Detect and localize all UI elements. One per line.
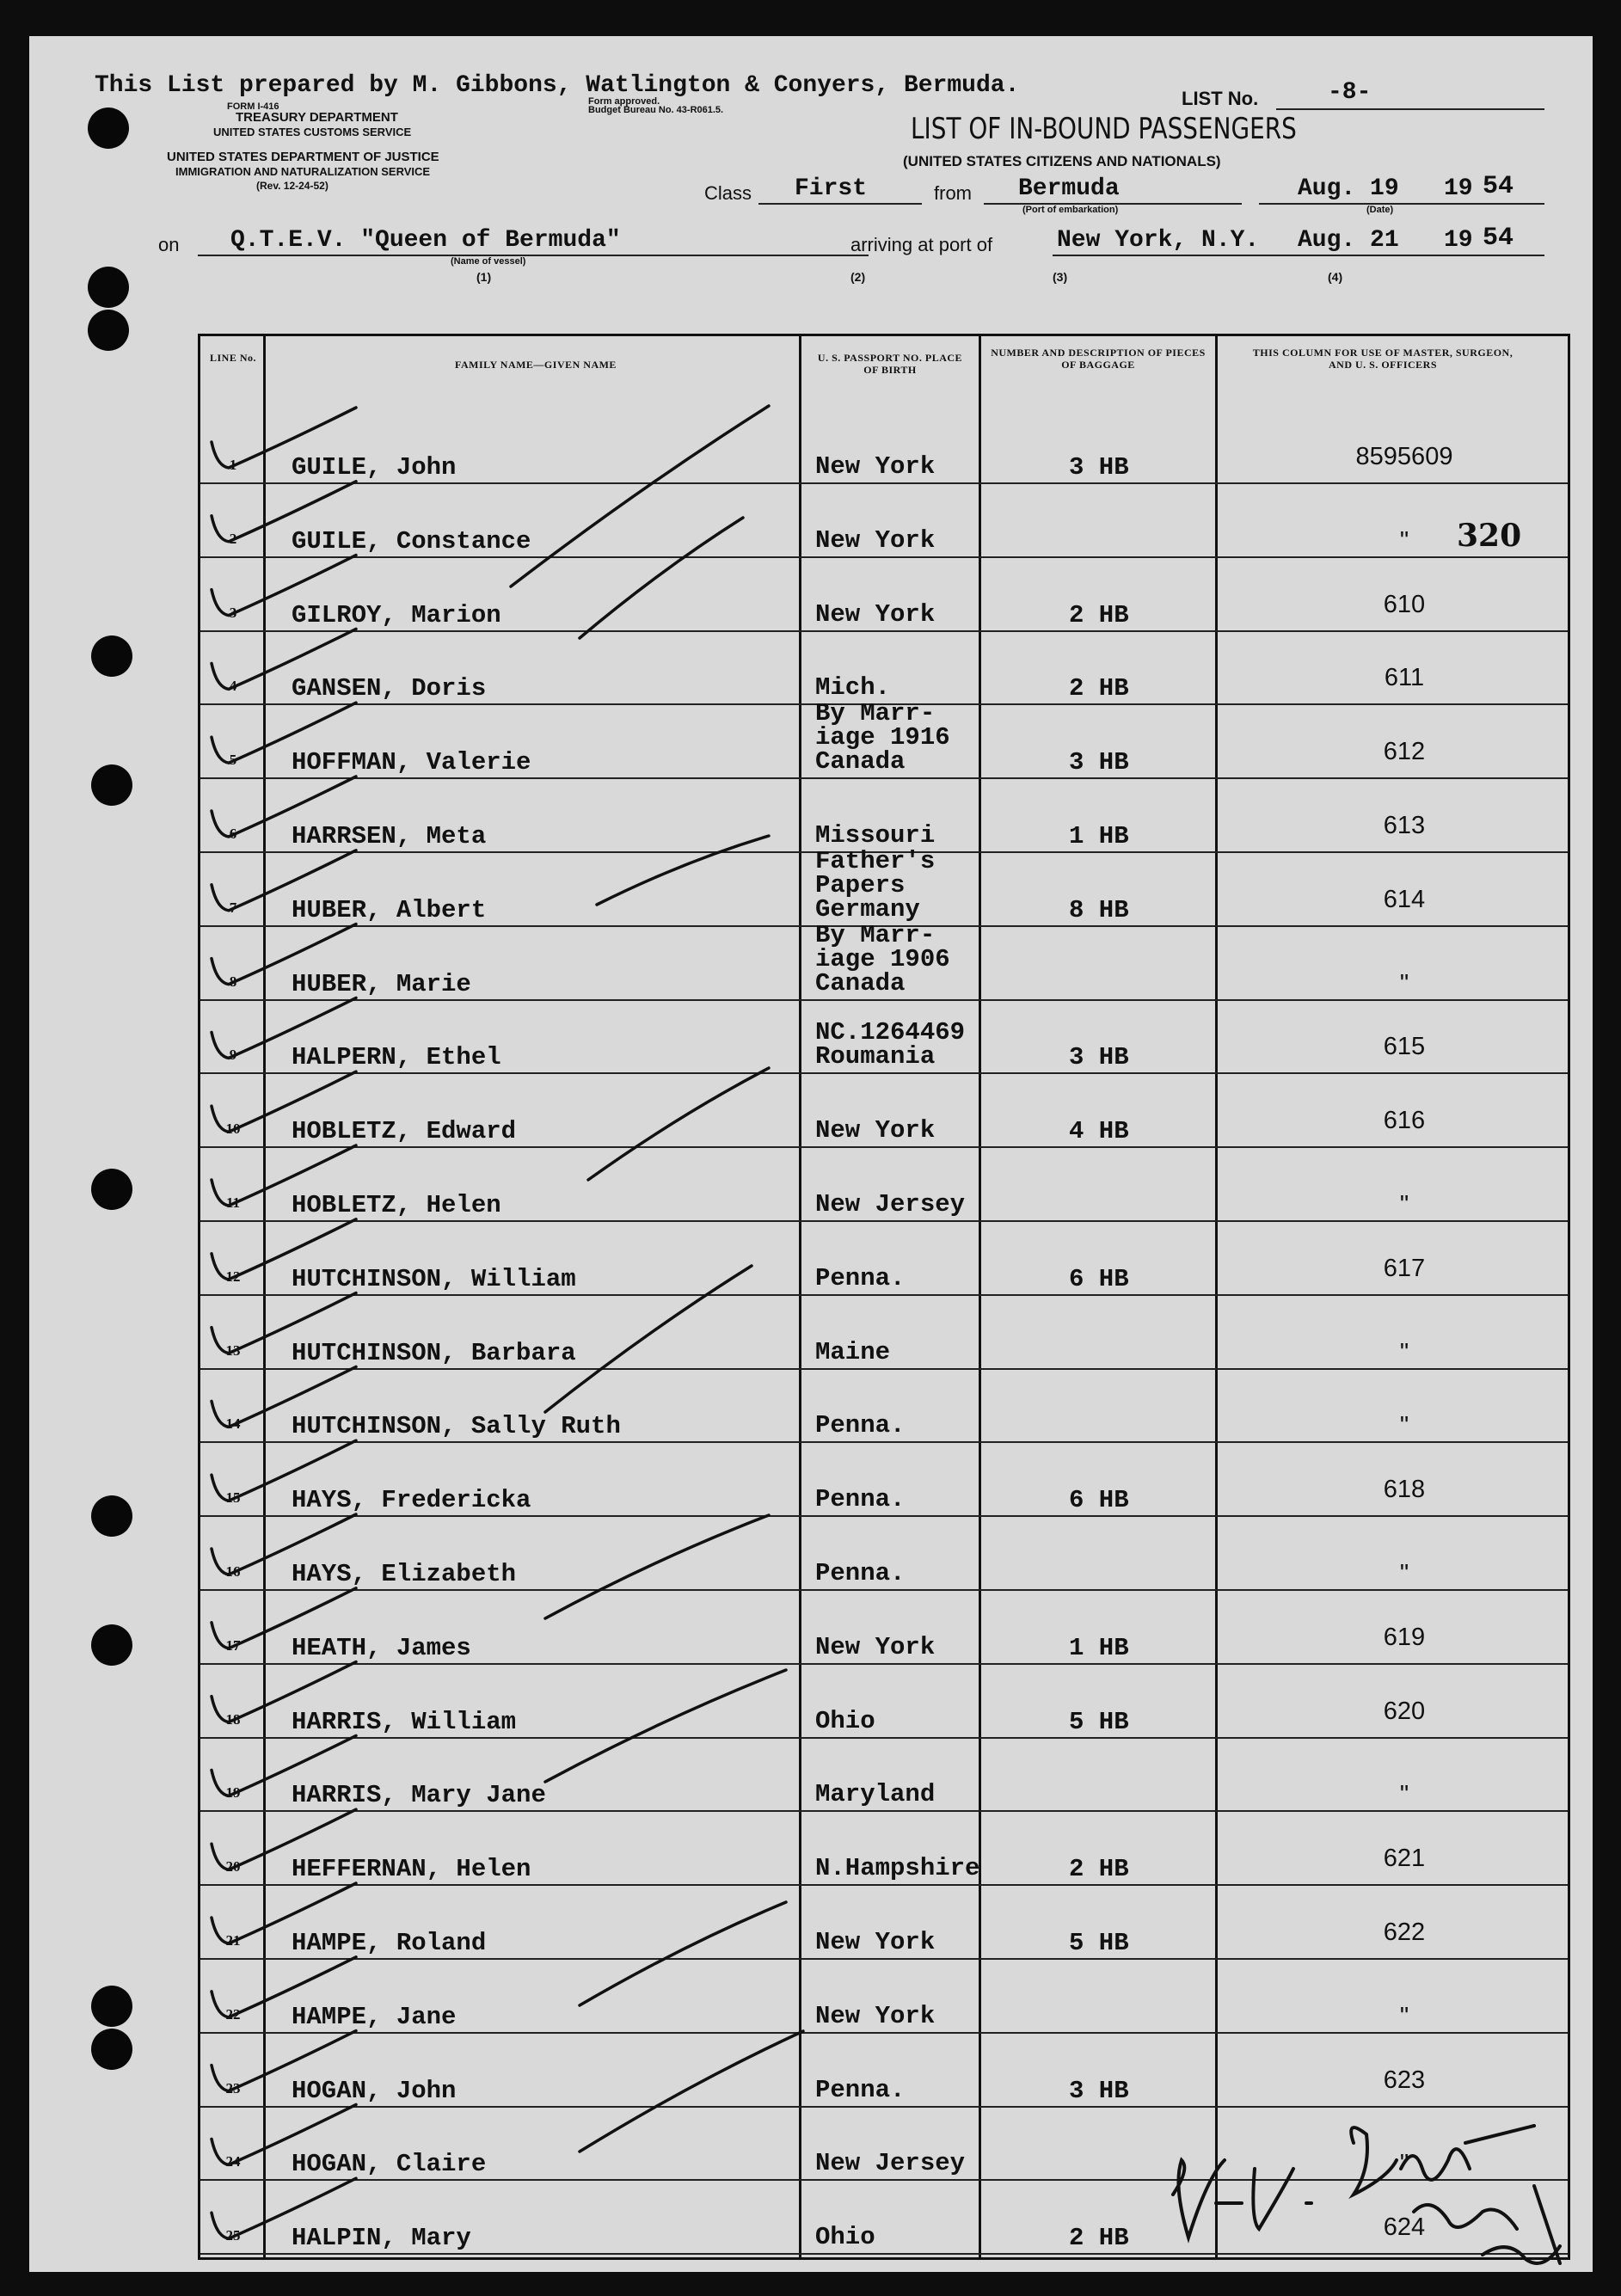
passenger-name: HUBER, Albert — [292, 895, 487, 924]
punch-hole — [91, 764, 132, 806]
table-row — [200, 558, 1568, 632]
arriving-label: arriving at port of — [850, 234, 993, 255]
prepared-by-line: This List prepared by M. Gibbons, Watlington & Conyers, Bermuda. — [95, 72, 1020, 99]
passenger-name: HAMPE, Roland — [292, 1929, 487, 1957]
officer-number: 619 — [1383, 1623, 1426, 1651]
budget-bureau: Budget Bureau No. 43-R061.5. — [588, 105, 724, 115]
place-of-birth: Father's — [815, 846, 936, 875]
place-of-birth: N.Hampshire — [815, 1854, 980, 1883]
table-row — [200, 920, 1568, 1001]
immigration-service: IMMIGRATION AND NATURALIZATION SERVICE — [175, 165, 431, 178]
place-of-birth: Roumania — [815, 1042, 936, 1071]
punch-hole — [88, 267, 129, 308]
table-row — [200, 1738, 1568, 1812]
place-of-birth: iage 1906 — [815, 944, 950, 973]
passenger-name: GUILE, John — [292, 453, 457, 482]
officer-number: " — [1399, 526, 1409, 555]
form-number: FORM I-416 — [227, 101, 279, 112]
passenger-name: HOGAN, John — [292, 2076, 457, 2105]
line-number: 5 — [229, 752, 237, 769]
line-number: 15 — [225, 1489, 241, 1507]
passenger-name: HUBER, Marie — [292, 969, 471, 998]
line-number: 1 — [229, 457, 237, 473]
place-of-birth: Mich. — [815, 673, 891, 703]
customs-service: UNITED STATES CUSTOMS SERVICE — [213, 126, 412, 138]
header-passport: U. S. PASSPORT NO. PLACE OF BIRTH — [817, 352, 963, 376]
place-of-birth: Canada — [815, 968, 906, 998]
baggage-count: 2 HB — [1069, 600, 1129, 629]
passenger-name: HARRSEN, Meta — [292, 822, 487, 850]
table-row — [200, 1074, 1568, 1148]
baggage-count: 2 HB — [1069, 674, 1129, 703]
officer-number: 624 — [1383, 2213, 1426, 2242]
class-underline — [758, 203, 922, 205]
baggage-count: 8 HB — [1069, 895, 1129, 924]
punch-hole — [91, 2029, 132, 2070]
manifest-sheet — [29, 36, 1593, 2272]
table-row — [200, 1222, 1568, 1296]
officer-number: 8595609 — [1355, 443, 1453, 470]
officer-number: " — [1399, 1191, 1409, 1219]
place-of-birth: By Marr- — [815, 699, 936, 728]
baggage-count: 3 HB — [1069, 1043, 1129, 1072]
baggage-count: 2 HB — [1069, 1855, 1129, 1884]
class-label: Class — [704, 182, 752, 204]
table-row — [200, 1591, 1568, 1665]
line-number: 25 — [225, 2227, 241, 2244]
officer-number: 615 — [1383, 1033, 1426, 1061]
place-of-birth: NC.1264469 — [815, 1018, 966, 1047]
form-approved: Form approved. — [588, 96, 660, 107]
class-value: First — [795, 175, 868, 202]
place-of-birth: Maryland — [815, 1780, 936, 1809]
officer-number: 623 — [1383, 2066, 1426, 2094]
place-of-birth: New York — [815, 1116, 936, 1145]
baggage-count: 1 HB — [1069, 1633, 1129, 1662]
line-number: 8 — [229, 973, 237, 990]
officer-number: " — [1399, 1412, 1409, 1440]
line-number: 16 — [225, 1563, 241, 1580]
officer-number: 618 — [1383, 1476, 1426, 1504]
punch-hole — [88, 107, 129, 149]
line-number: 18 — [225, 1710, 241, 1728]
officer-number: 622 — [1383, 1918, 1426, 1946]
table-row — [200, 2034, 1568, 2108]
table-row — [200, 699, 1568, 779]
table-row — [200, 1517, 1568, 1591]
column-number-2: (2) — [850, 270, 866, 284]
place-of-birth: New Jersey — [815, 2149, 966, 2178]
officer-number: " — [1399, 2002, 1409, 2030]
baggage-count: 3 HB — [1069, 748, 1129, 777]
passenger-name: HARRIS, William — [292, 1707, 517, 1736]
column-number-3: (3) — [1053, 270, 1068, 284]
arrival-port: New York, N.Y. — [1057, 227, 1260, 254]
officer-number: 620 — [1383, 1697, 1426, 1725]
officer-number: 612 — [1383, 738, 1426, 766]
officer-number: " — [1399, 1560, 1409, 1587]
officer-number: 617 — [1383, 1254, 1426, 1282]
header-line-no: LINE No. — [209, 352, 256, 364]
baggage-count: 4 HB — [1069, 1117, 1129, 1146]
line-number: 11 — [225, 1194, 241, 1211]
vessel-underline — [198, 255, 869, 256]
revision-date: (Rev. 12-24-52) — [256, 180, 328, 192]
table-row — [200, 1812, 1568, 1886]
place-of-birth: Penna. — [815, 1485, 906, 1514]
list-number: -8- — [1328, 79, 1372, 106]
embarkation-caption: (Port of embarkation) — [1022, 205, 1119, 215]
table-row — [200, 1960, 1568, 2034]
line-number: 19 — [225, 1784, 241, 1802]
officer-number: 613 — [1383, 812, 1426, 839]
table-row — [200, 1000, 1568, 1074]
place-of-birth: New York — [815, 525, 936, 555]
vessel-caption: (Name of vessel) — [451, 256, 526, 267]
baggage-count: 2 HB — [1069, 2224, 1129, 2253]
officer-number: 621 — [1383, 1845, 1426, 1873]
line-number: 22 — [225, 2005, 241, 2023]
baggage-count: 6 HB — [1069, 1486, 1129, 1515]
table-row — [200, 1148, 1568, 1222]
officer-number: " — [1399, 1338, 1409, 1366]
header-baggage: NUMBER AND DESCRIPTION OF PIECES OF BAGGAGE — [991, 347, 1206, 371]
embarkation-year: 54 — [1483, 172, 1514, 201]
baggage-count: 1 HB — [1069, 822, 1129, 850]
arrival-year: 54 — [1483, 224, 1514, 253]
place-of-birth: Canada — [815, 747, 906, 777]
officer-number: " — [1399, 2150, 1409, 2178]
place-of-birth: Ohio — [815, 1706, 875, 1735]
place-of-birth: New York — [815, 599, 936, 629]
place-of-birth: Ohio — [815, 2223, 875, 2252]
line-number: 10 — [225, 1120, 241, 1138]
header-officers: THIS COLUMN FOR USE OF MASTER, SURGEON, AND U. S. OFFICERS — [1252, 347, 1514, 371]
line-number: 12 — [225, 1268, 241, 1285]
table-row — [200, 1886, 1568, 1960]
vessel-name: Q.T.E.V. "Queen of Bermuda" — [230, 227, 621, 254]
punch-hole — [91, 1624, 132, 1666]
place-of-birth: Penna. — [815, 1559, 906, 1587]
officer-number: 611 — [1384, 664, 1425, 692]
column-number-1: (1) — [476, 270, 492, 284]
line-number: 21 — [225, 1932, 241, 1949]
embarkation-date: Aug. 19 — [1298, 175, 1399, 202]
officer-number: 616 — [1383, 1107, 1426, 1135]
arrival-underline — [1053, 255, 1544, 256]
table-row — [200, 410, 1568, 484]
line-number: 2 — [229, 530, 237, 547]
header-name: FAMILY NAME—GIVEN NAME — [455, 359, 617, 371]
date-caption: (Date) — [1366, 205, 1394, 215]
passenger-name: HARRIS, Mary Jane — [292, 1781, 546, 1810]
table-row — [200, 1443, 1568, 1517]
place-of-birth: Germany — [815, 894, 920, 924]
passenger-name: HAMPE, Jane — [292, 2002, 457, 2031]
punch-hole — [91, 1495, 132, 1537]
passenger-name: HAYS, Elizabeth — [292, 1560, 517, 1588]
punch-hole — [88, 310, 129, 351]
table-row — [200, 1665, 1568, 1739]
passenger-name: HUTCHINSON, William — [292, 1264, 576, 1293]
manifest-title: LIST OF IN-BOUND PASSENGERS — [911, 112, 1297, 146]
baggage-count: 3 HB — [1069, 2076, 1129, 2105]
place-of-birth: New York — [815, 1928, 936, 1956]
arrival-date: Aug. 21 — [1298, 227, 1399, 254]
line-number: 17 — [225, 1636, 241, 1654]
passenger-name: HOBLETZ, Helen — [292, 1191, 501, 1219]
place-of-birth: Penna. — [815, 1263, 906, 1292]
arrival-year-prefix: 19 — [1444, 227, 1473, 254]
treasury-department: TREASURY DEPARTMENT — [236, 110, 398, 125]
list-no-underline — [1276, 108, 1544, 110]
place-of-birth: By Marr- — [815, 920, 936, 949]
line-number: 6 — [229, 826, 237, 842]
passenger-name: HALPERN, Ethel — [292, 1043, 501, 1072]
on-label: on — [158, 234, 180, 255]
baggage-count: 5 HB — [1069, 1707, 1129, 1736]
place-of-birth: Penna. — [815, 2075, 906, 2104]
baggage-count: 3 HB — [1069, 453, 1129, 482]
embarkation-year-prefix: 19 — [1444, 175, 1473, 202]
table-row — [200, 1296, 1568, 1370]
officer-number: 610 — [1383, 590, 1426, 618]
place-of-birth: Penna. — [815, 1411, 906, 1440]
table-row — [200, 631, 1568, 705]
passenger-name: HAYS, Fredericka — [292, 1486, 531, 1515]
list-no-label: LIST No. — [1182, 88, 1259, 109]
passenger-name: GILROY, Marion — [292, 600, 501, 629]
line-number: 23 — [225, 2079, 241, 2096]
passenger-name: HEFFERNAN, Helen — [292, 1855, 531, 1884]
passenger-name: GUILE, Constance — [292, 526, 531, 556]
place-of-birth: New York — [815, 1632, 936, 1661]
table-row — [200, 846, 1568, 927]
punch-hole — [91, 1169, 132, 1210]
table-row — [200, 484, 1568, 558]
embark-date-underline — [1259, 203, 1544, 205]
line-number: 3 — [229, 604, 237, 621]
passenger-name: HOBLETZ, Edward — [292, 1117, 517, 1146]
line-number: 7 — [229, 899, 237, 916]
handwritten-signature — [1156, 2109, 1586, 2272]
punch-hole — [91, 635, 132, 677]
baggage-count: 6 HB — [1069, 1264, 1129, 1293]
place-of-birth: iage 1916 — [815, 723, 950, 752]
baggage-count: 5 HB — [1069, 1929, 1129, 1957]
officer-number: " — [1399, 1781, 1409, 1809]
passenger-name: GANSEN, Doris — [292, 674, 487, 703]
column-number-4: (4) — [1328, 270, 1343, 284]
passenger-name: HOGAN, Claire — [292, 2150, 487, 2179]
line-number: 13 — [225, 1341, 241, 1359]
line-number: 24 — [225, 2153, 241, 2170]
passenger-name: HUTCHINSON, Sally Ruth — [292, 1412, 621, 1441]
officer-number: 614 — [1383, 885, 1426, 913]
passenger-name: HEATH, James — [292, 1633, 471, 1662]
place-of-birth: Papers — [815, 870, 906, 899]
passenger-table — [198, 334, 1570, 2260]
place-of-birth: New York — [815, 2001, 936, 2030]
officer-number: " — [1399, 969, 1409, 998]
line-number: 4 — [229, 678, 237, 695]
embarkation-port: Bermuda — [1018, 175, 1120, 202]
line-number: 14 — [225, 1415, 241, 1433]
from-label: from — [934, 182, 972, 204]
line-number: 9 — [229, 1047, 237, 1064]
table-row — [200, 1369, 1568, 1443]
passenger-name: HUTCHINSON, Barbara — [292, 1338, 576, 1367]
line-number: 20 — [225, 1858, 241, 1875]
place-of-birth: Maine — [815, 1337, 891, 1366]
manifest-subtitle: (UNITED STATES CITIZENS AND NATIONALS) — [903, 153, 1221, 169]
passenger-name: HOFFMAN, Valerie — [292, 748, 531, 777]
punch-hole — [91, 1986, 132, 2027]
table-row — [200, 779, 1568, 853]
place-of-birth: New Jersey — [815, 1190, 966, 1219]
passenger-name: HALPIN, Mary — [292, 2224, 471, 2253]
place-of-birth: New York — [815, 452, 936, 481]
place-of-birth: Missouri — [815, 821, 936, 850]
margin-stamp-number: 320 — [1457, 518, 1522, 554]
department-of-justice: UNITED STATES DEPARTMENT OF JUSTICE — [167, 150, 439, 164]
